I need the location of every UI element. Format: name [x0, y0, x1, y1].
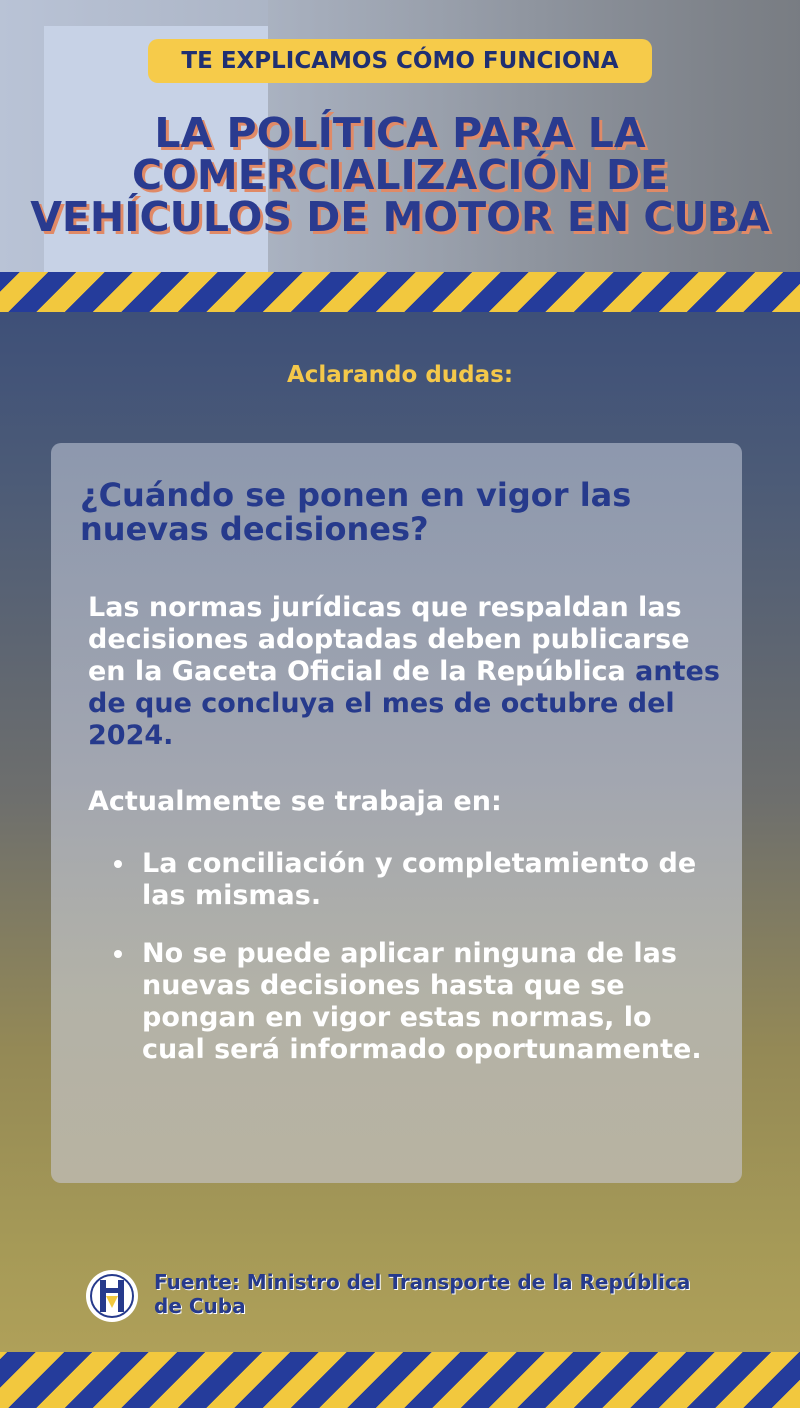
kicker-pill [148, 39, 652, 83]
working-intro: Actualmente se trabaja en: [88, 786, 502, 817]
faq-answer-highlight: antes de que concluya el mes de octubre del 2024. [88, 656, 720, 751]
hazard-stripes-top [0, 272, 800, 312]
faq-question: ¿Cuándo se ponen en vigor las nuevas decisiones? [80, 476, 632, 548]
title-line-1: LA POLÍTICA PARA LA [154, 109, 646, 157]
title-line-3: VEHÍCULOS DE MOTOR EN CUBA [30, 193, 770, 241]
list-item [112, 848, 712, 912]
title-line-2: COMERCIALIZACIÓN DE [131, 151, 669, 199]
ministry-transport-logo-icon [84, 1268, 140, 1324]
bullet-dot-icon [114, 950, 122, 958]
faq-answer-text: Las normas jurídicas que respaldan las decisiones adoptadas deben publicarse en la Gaceta Oficial de la República [88, 592, 690, 687]
bullet-text: No se puede aplicar ninguna de las nuevas decisiones hasta que se pongan en vigor estas normas, lo cual será informado oportunamente. [142, 938, 702, 1065]
bullet-dot-icon [114, 860, 122, 868]
faq-answer [88, 592, 728, 752]
hazard-stripes-bottom [0, 1352, 800, 1408]
header-banner [0, 0, 800, 272]
bullet-text: La conciliación y completamiento de las mismas. [142, 848, 697, 911]
list-item [112, 938, 712, 1066]
section-subheading: Aclarando dudas: [286, 362, 514, 388]
kicker-text: TE EXPLICAMOS CÓMO FUNCIONA [181, 48, 619, 74]
source-credit: Fuente: Ministro del Transporte de la República de Cuba [154, 1270, 691, 1318]
work-bullet-list [112, 848, 712, 1092]
page-title [0, 109, 800, 241]
